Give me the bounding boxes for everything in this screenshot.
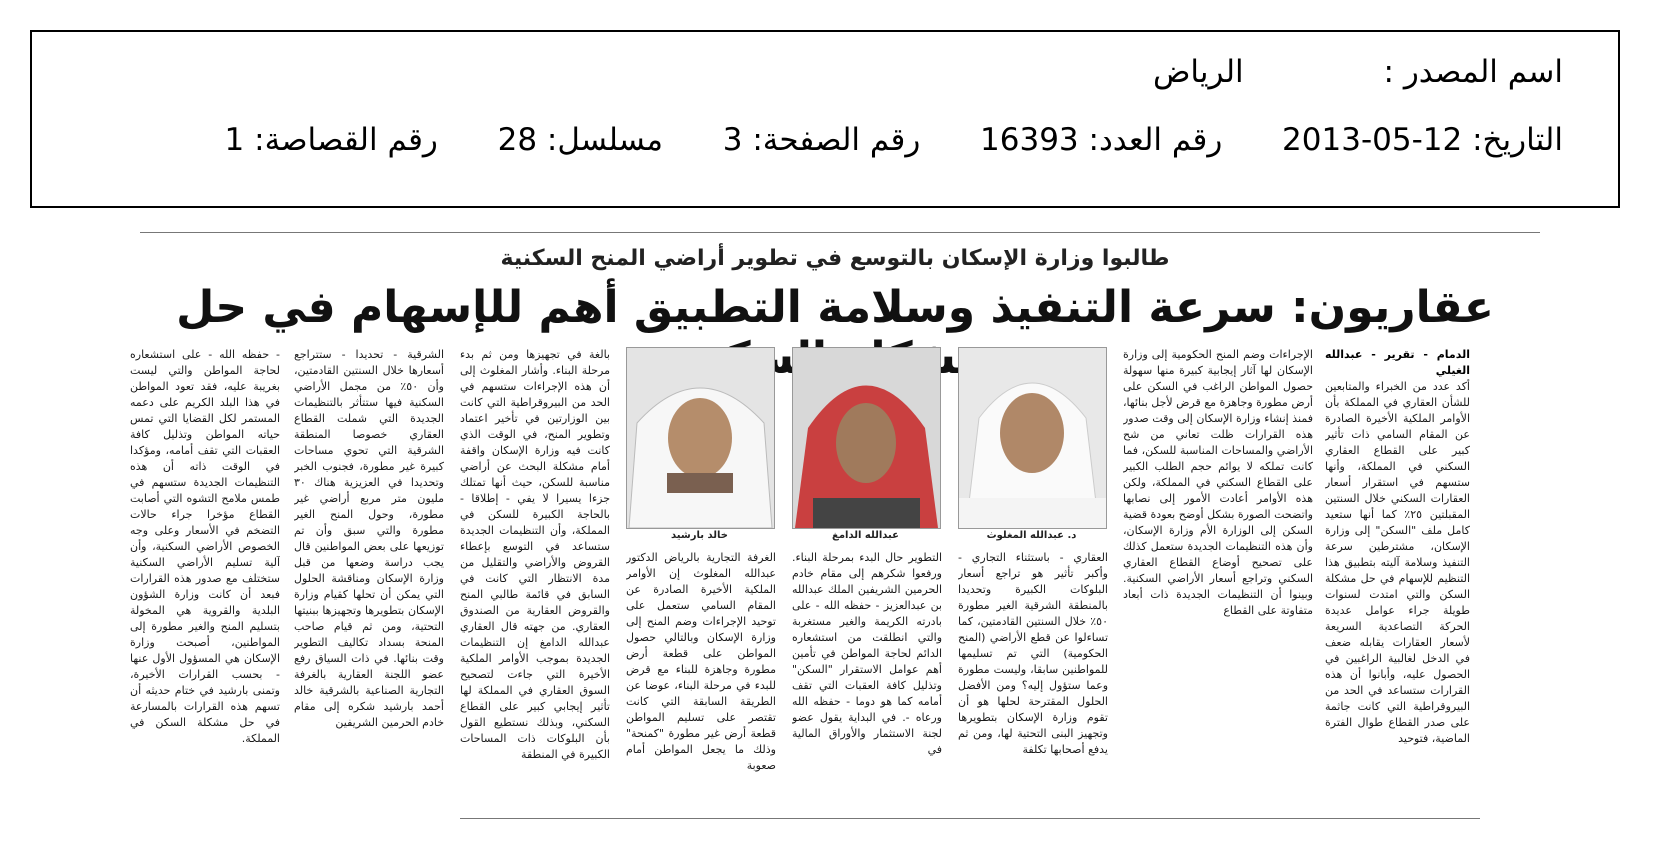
source-value: الرياض [1152,54,1244,90]
article-byline: الدمام - تقرير - عبدالله الغيلي [1325,348,1470,377]
source-info-box [30,30,1620,208]
article-column-1 [1325,347,1470,817]
photo-abdullah-aldamegh [792,347,941,529]
column-3-text: العقاري - باستثناء التجاري - وأكبر تأثير هو تراجع أسعار البلوكات الكبيرة وتحديدا بالمنطقة الشرقية الغير مطورة ٥٠٪ خلال السنتين القادمتين، كما تساءلوا عن قطع الأراضي (المنح الحكومية) التي تم تسليمها للمواطنين سابقا، وليست مطورة وعما ستؤول إليه؟ ومن الأفضل الحلول المقترحة لحلها هو أن تقوم وزارة الإسكان بتطويرها وتجهيز البنى التحتية لها، ومن ثم يدفع أصحابها تكلفة [958,551,1108,756]
details-line [225,122,1563,158]
article-column-3 [958,550,1108,800]
portrait-icon [793,348,940,528]
column-5-text: الغرفة التجارية بالرياض الدكتور عبدالله المغلوث إن الأوامر الملكية الأخيرة الصادرة عن المقام السامي ستعمل على توحيد الإجراءات وضم المنح إلى وزارة الإسكان وبالتالي حصول المواطن على قطعة أرض مطورة وجاهزة للبناء مع قرض للبدء في مرحلة البناء، عوضا عن الطريقة السابقة التي كانت تقتصر على تسليم المواطن قطعة أرض غير مطورة "كمنحة" وذلك ما يجعل المواطن أمام صعوبة [626,551,776,772]
source-label: اسم المصدر : [1383,54,1563,90]
portrait-icon [627,348,774,528]
portrait-icon [959,348,1106,528]
photo-khalid-barshid [626,347,775,529]
column-1-text: أكد عدد من الخبراء والمتابعين للشأن العقاري في المملكة بأن الأوامر الملكية الأخيرة الصادرة عن المقام السامي ذات تأثير كبير على القطاع العقاري السكني في المملكة، وأنها ستسهم في استقرار أسعار العقارات السكني خلال السنتين المقبلتين ٢٥٪ كما أنها ستعيد كامل ملف "السكن" إلى وزارة الإسكان، مشترطين سرعة التنفيذ وسلامة آليته بتطبيق هذا التنظيم للإسهام في حل مشكلة السكن والتي امتدت لسنوات طويلة جراء عوامل عديدة الحركة التصاعدية السريعة لأسعار العقارات يقابله ضعف في الدخل لغالبية الراغبين في الحصول عليه، وأبانوا أن هذه القرارات ستساعد في الحد من البيروقراطية التي كانت جاثمة على صدر القطاع طوال الفترة الماضية، فتوحيد [1325,380,1470,745]
article-column-5 [626,550,776,800]
column-4-text: التطوير حال البدء بمرحلة البناء. ورفعوا شكرهم إلى مقام خادم الحرمين الشريفين الملك عبدالله بن عبدالعزيز - حفظه الله - على بادرته الكريمة والغير مستغربة والتي انطلقت من استشعاره الدائم لحاجة المواطن في تأمين أهم عوامل الاستقرار "السكن" وتذليل كافة العقبات التي تقف أمامه كما هو دوما - حفظه الله ورعاه -. في البداية يقول عضو لجنة الاستثمار والأوراق المالية في [792,551,942,756]
serial-label: مسلسل: [546,122,664,158]
issue-value: 16393 [980,122,1079,158]
article-column-6 [460,347,610,817]
article-column-7 [294,347,444,747]
clip-value: 1 [224,122,245,158]
issue-label: رقم العدد: [1088,122,1223,158]
caption-aldamegh: عبدالله الدامغ [832,530,899,541]
page-label: رقم الصفحة: [752,122,921,158]
column-8-text: - حفظه الله - على استشعاره لحاجة المواطن والتي ليست بغريبة عليه، فقد تعود المواطن في هذا البلد الكريم على دعمه المستمر لكل القضايا التي تمس حياته المواطن وتذليل كافة العقبات التي تقف أمامه، ومؤكدا في الوقت ذاته أن هذه التنظيمات الجديدة ستسهم في طمس ملامح التشوه التي أصابت القطاع مؤخرا جراء حالات التضخم في الأسعار وعلى وجه الخصوص الأراضي السكنية، وأن آلية تسليم الأراضي السكنية ستختلف مع صدور هذه القرارات فبعد أن كانت وزارة الشؤون البلدية والقروية هي المخولة بتسليم المنح والغير مطورة إلى المواطنين، أصبحت وزارة الإسكان هي المسؤول الأول عنها - بحسب القرارات الأخيرة، وتمنى بارشيد في ختام حديثه أن تسهم هذه القرارات بالمسارعة في حل مشكلة السكن في المملكة. [130,348,280,745]
article-column-8 [130,347,280,747]
column-7-text: الشرقية - تحديدا - ستتراجع أسعارها خلال السنتين القادمتين، وأن ٥٠٪ من مجمل الأراضي السكنية فيها ستتأثر بالتنظيمات الجديدة التي شملت القطاع العقاري خصوصا المنطقة الشرقية التي تحوي مساحات كبيرة غير مطورة، فجنوب الخبر وتحديدا في العزيزية هناك ٣٠ مليون متر مربع أراضي غير مطورة، وحول المنح الغير مطورة والتي سبق وأن تم توزيعها على بعض المواطنين قال يجب دراسة وضعها من قبل وزارة الإسكان ومناقشة الحلول التي يمكن أن تحلها كقيام وزارة الإسكان بتطويرها وتجهيزها ببنيتها التحتية، ومن ثم قيام صاحب المنحة بسداد تكاليف التطوير وقت بنائها. في ذات السياق رفع عضو اللجنة العقارية بالغرفة التجارية الصناعية بالشرقية خالد أحمد بارشيد شكره إلى مقام خادم الحرمين الشريفين [294,348,444,729]
page-value: 3 [722,122,743,158]
date-label: التاريخ: [1472,122,1563,158]
article-headline: عقاريون: سرعة التنفيذ وسلامة التطبيق أهم للإسهام في حل [176,282,1494,333]
caption-almaghlouth: د. عبدالله المغلوث [986,530,1077,541]
article-kicker: طالبوا وزارة الإسكان بالتوسع في تطوير أراضي المنح السكنية [500,246,1170,271]
newspaper-clipping [130,232,1540,832]
column-6-text: بالغة في تجهيزها ومن ثم بدء مرحلة البناء. وأشار المغلوث إلى أن هذه الإجراءات ستسهم في الحد من البيروقراطية التي كانت بين الوزارتين في تأخير اعتماد وتطوير المنح، في الوقت الذي كانت فيه وزارة الإسكان واقفة أمام مشكلة البحث عن أراضي مناسبة للسكن، حيث أنها تمتلك جزءا يسيرا لا يفي - إطلاقا - بالحاجة الكبيرة للسكن في المملكة، وأن التنظيمات الجديدة ستساعد في التوسع بإعطاء القروض والأراضي والتقليل من مدة الانتظار التي كانت في السابق في قائمة طالبي المنح والقروض العقارية من الصندوق العقاري. من جهته قال العقاري عبدالله الدامغ إن التنظيمات الجديدة بموجب الأوامر الملكية الأخيرة التي جاءت لتصحيح السوق العقاري في المملكة لها تأثير إيجابي كبير على القطاع السكني، وبذلك نستطيع القول بأن البلوكات ذات المساحات الكبيرة في المنطقة [460,348,610,761]
top-rule [140,232,1540,233]
photo-abdullah-almaghlouth [958,347,1107,529]
article-column-2 [1123,347,1313,732]
date-value: 2013-05-12 [1282,122,1463,158]
source-line [1153,54,1563,90]
serial-value: 28 [497,122,538,158]
clip-label: رقم القصاصة: [254,122,438,158]
caption-barshid: خالد بارشيد [671,530,728,541]
bottom-rule [460,818,1480,819]
column-2-text: الإجراءات وضم المنح الحكومية إلى وزارة الإسكان لها آثار إيجابية كبيرة منها سهولة حصول المواطن الراغب في السكن على أرض مطورة وجاهزة مع قرض لأجل بنائها، فمنذ إنشاء وزارة الإسكان إلى وقت صدور هذه القرارات ظلت تعاني من شح الأراضي والمساحات المناسبة للسكن، فما كانت تملكه لا يوائم حجم الطلب الكبير على القطاع السكني في المملكة، ولكن هذه الأوامر أعادت الأمور إلى نصابها واتضحت الصورة بشكل أوضح بعودة قضية السكن إلى الوزارة الأم وزارة الإسكان، وأن هذه التنظيمات الجديدة ستعمل كذلك على تصحيح أوضاع القطاع العقاري السكني وتراجع أسعار الأراضي السكنية. وبينوا أن التنظيمات الجديدة ذات أبعاد متفاوتة على القطاع [1123,348,1313,617]
article-column-4 [792,550,942,800]
